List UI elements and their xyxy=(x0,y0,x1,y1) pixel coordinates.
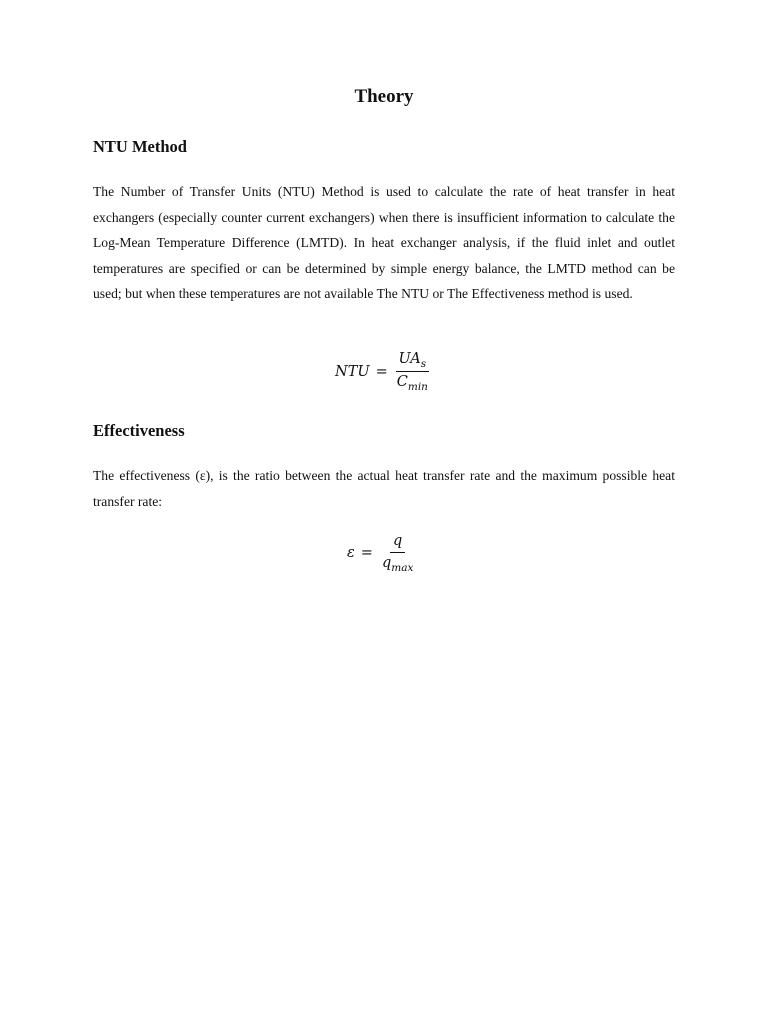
section-heading-effectiveness: Effectiveness xyxy=(93,421,185,440)
effectiveness-paragraph xyxy=(93,463,675,514)
effectiveness-equation-equals: = xyxy=(360,545,373,561)
ntu-denominator-main: C xyxy=(396,374,408,390)
page-title: Theory xyxy=(354,86,414,107)
effectiveness-equation-lhs: ε xyxy=(347,545,355,561)
ntu-equation-numerator xyxy=(396,350,430,372)
effectiveness-equation-denominator xyxy=(379,553,416,574)
effectiveness-numerator-main: q xyxy=(393,533,403,549)
effectiveness-denominator-subscript: max xyxy=(391,562,414,574)
effectiveness-equation-fraction xyxy=(379,532,416,574)
ntu-denominator-subscript: min xyxy=(407,381,428,393)
ntu-numerator-main: UA xyxy=(398,351,421,367)
effectiveness-denominator-main: q xyxy=(381,555,392,571)
ntu-equation-lhs: NTU xyxy=(335,363,370,380)
ntu-numerator-subscript: s xyxy=(420,358,427,370)
ntu-equation xyxy=(335,350,431,393)
section-heading-ntu-method: NTU Method xyxy=(93,137,187,156)
effectiveness-equation-numerator xyxy=(390,532,405,553)
ntu-method-paragraph xyxy=(93,179,675,307)
ntu-equation-fraction xyxy=(394,350,431,393)
effectiveness-paragraph-text: The effectiveness (ε), is the ratio between the actual heat transfer rate and the maximum possible heat transfer rate: xyxy=(93,468,675,509)
ntu-equation-denominator xyxy=(394,372,431,393)
effectiveness-equation xyxy=(347,532,416,574)
ntu-equation-equals: = xyxy=(375,363,388,380)
ntu-method-paragraph-text: The Number of Transfer Units (NTU) Method is used to calculate the rate of heat transfer in heat exchangers (especially counter current exchangers) when there is insufficient information to calculate the Log-Mean Temperature Difference (LMTD). In heat exchanger analysis, if the fluid inlet and outlet temperatures are specified or can be determined by simple energy balance, the LMTD method can be used; but when these temperatures are not available The NTU or The Effectiveness method is used. xyxy=(93,184,675,301)
